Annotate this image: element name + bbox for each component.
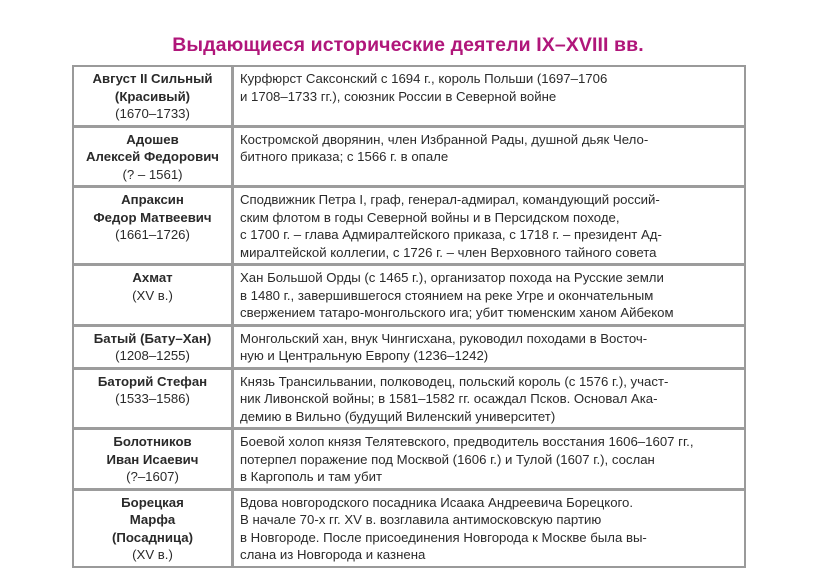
person-years: (? – 1561) [122,166,183,182]
description-line: Боевой холоп князя Телятевского, предводитель восстания 1606–1607 гг., [240,434,694,449]
person-name-line: Борецкая [121,494,184,510]
person-name-line: Ахмат [132,270,173,285]
person-years: (1661–1726) [115,227,190,242]
description-line: слана из Новгорода и казнена [240,547,426,562]
table-row [74,263,744,324]
description-line: потерпел поражение под Москвой (1606 г.) и Тулой (1607 г.), сослан [240,451,655,467]
description-line: ную и Центральную Европу (1236–1242) [240,348,489,363]
person-description-cell [234,491,744,566]
person-name-line: (Красивый) [114,88,191,104]
person-description-cell [234,67,744,125]
table-row [74,125,744,186]
figures-table [72,65,746,568]
table-row [74,488,744,566]
person-name-line: Адошев [126,131,179,147]
person-name-cell [74,67,234,125]
description-line: ник Ливонской войны; в 1581–1582 гг. осаждал Псков. Основал Ака- [240,391,658,406]
person-name-cell [74,266,234,324]
person-name-cell [74,370,234,428]
person-name-cell [74,430,234,488]
description-line: в Новгороде. После присоединения Новгорода к Москве была вы- [240,529,647,545]
person-name-line: Август II Сильный [92,71,213,86]
person-name-line: (Посадница) [111,529,194,545]
description-line: ским флотом в годы Северной войны и в Персидском походе, [240,209,620,225]
description-line: в Каргополь и там убит [240,469,382,484]
description-line: битного приказа; с 1566 г. в опале [240,149,449,164]
person-years: (1533–1586) [115,391,190,406]
person-description-cell [234,266,744,324]
table-row [74,427,744,488]
person-name-line: Батый (Бату–Хан) [93,330,212,346]
description-line: Князь Трансильвании, полководец, польский король (с 1576 г.), участ- [240,373,669,389]
person-name-line: Болотников [113,434,192,449]
description-line: Сподвижник Петра I, граф, генерал-адмирал, командующий россий- [240,192,660,207]
description-line: Монгольский хан, внук Чингисхана, руководил походами в Восточ- [240,330,648,346]
description-line: миралтейской коллегии, с 1726 г. – член Верховного тайного совета [240,244,657,260]
description-line: в 1480 г., завершившегося стоянием на реке Угре и окончательным [240,287,654,303]
table-row [74,367,744,428]
description-line: свержением татаро-монгольского ига; убит тюменским ханом Айбеком [240,305,674,320]
person-years: (XV в.) [132,287,173,303]
person-description-cell [234,430,744,488]
person-name-line: Баторий Стефан [97,373,208,389]
person-name-line: Федор Матвеевич [93,209,212,225]
description-line: Костромской дворянин, член Избранной Рады, душной дьяк Чело- [240,131,649,147]
description-line: Курфюрст Саксонский с 1694 г., король Польши (1697–1706 [240,71,608,86]
person-name-cell [74,327,234,367]
person-description-cell [234,370,744,428]
person-name-line: Марфа [129,512,176,527]
person-name-cell [74,491,234,566]
table-row [74,185,744,263]
person-name-cell [74,128,234,186]
person-years: (1208–1255) [115,348,190,363]
description-line: с 1700 г. – глава Адмиралтейского приказа, с 1718 г. – президент Ад- [240,227,662,242]
person-description-cell [234,327,744,367]
person-years: (1670–1733) [115,106,190,121]
person-years: (?–1607) [126,469,179,484]
description-line: Вдова новгородского посадника Исаака Андреевича Борецкого. [240,494,634,510]
table-row [74,324,744,367]
person-name-line: Иван Исаевич [106,451,199,467]
person-description-cell [234,188,744,263]
description-line: Хан Большой Орды (с 1465 г.), организатор похода на Русские земли [240,270,664,285]
table-row [74,67,744,125]
person-years: (XV в.) [132,547,173,562]
person-name-cell [74,188,234,263]
description-line: В начале 70-х гг. XV в. возглавила антимосковскую партию [240,512,602,527]
description-line: демию в Вильно (будущий Виленский университет) [240,408,556,424]
person-name-line: Апраксин [121,192,184,207]
person-description-cell [234,128,744,186]
person-name-line: Алексей Федорович [86,149,219,164]
description-line: и 1708–1733 гг.), союзник России в Северной войне [240,88,557,104]
page-title: Выдающиеся исторические деятели IX–XVIII вв. [172,34,644,56]
